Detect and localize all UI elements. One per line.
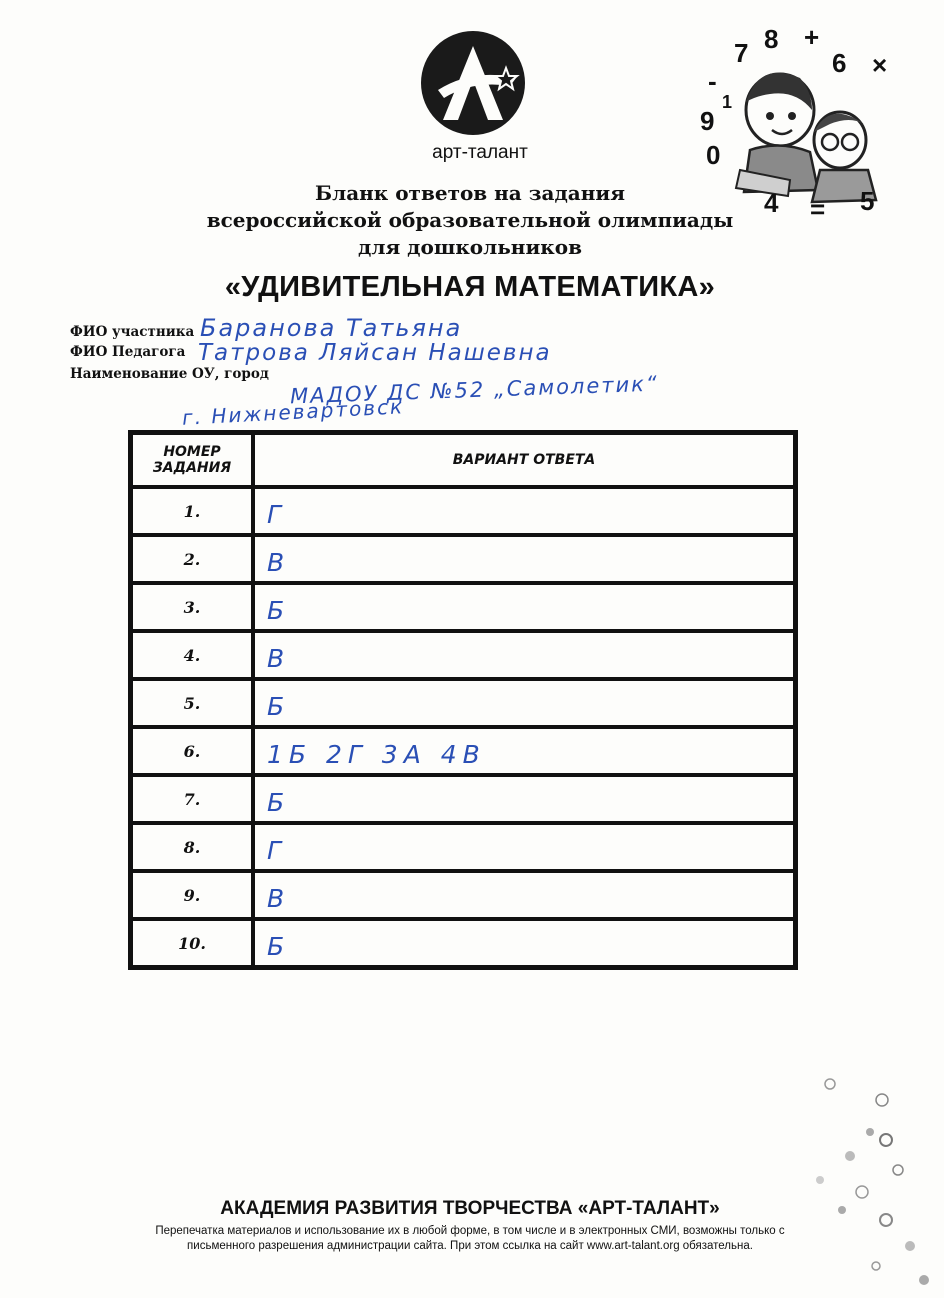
- answer-value: Б: [267, 595, 291, 625]
- answer-column-header: ВАРИАНТ ОТВЕТА: [253, 433, 795, 487]
- table-header-row: [131, 433, 795, 487]
- title-line-3: для дошкольников: [358, 235, 582, 259]
- title-line-1: Бланк ответов на задания: [315, 181, 625, 205]
- footer-copyright-note: [105, 1224, 835, 1254]
- decor-number: 5: [860, 186, 875, 216]
- school-value: МАДОУ ДС №52 „Самолетик“: [289, 371, 660, 409]
- task-number: 4.: [131, 631, 253, 679]
- city-value: г. Нижневартовск: [181, 394, 405, 430]
- task-number: 2.: [131, 535, 253, 583]
- task-number: 5.: [131, 679, 253, 727]
- olympiad-name: «УДИВИТЕЛЬНАЯ МАТЕМАТИКА»: [224, 271, 716, 303]
- footer-note-line1: Перепечатка материалов и использование их в любой форме, в том числе и в электронных СМИ, возможны только с: [155, 1225, 785, 1237]
- decor-times: ×: [872, 50, 888, 80]
- answer-value: Б: [267, 691, 291, 721]
- decor-plus: +: [804, 22, 820, 52]
- table-row: [131, 823, 795, 871]
- participant-info: [70, 314, 850, 432]
- answer-value: Г: [267, 835, 287, 865]
- decor-number: 7: [734, 38, 749, 68]
- table-row: [131, 775, 795, 823]
- task-number: 10.: [131, 919, 253, 967]
- answer-cell: [253, 775, 795, 823]
- brand-name: арт-талант: [432, 142, 528, 163]
- art-talant-logo: [418, 28, 528, 138]
- answer-value: В: [267, 883, 291, 913]
- scan-speckles: [790, 1070, 940, 1290]
- decor-number: 8: [764, 24, 779, 54]
- answer-value: 1Б 2Г 3А 4В: [267, 739, 486, 769]
- table-row: [131, 727, 795, 775]
- table-row: [131, 871, 795, 919]
- form-title-block: [150, 180, 790, 307]
- participant-label: ФИО участника: [70, 324, 195, 340]
- number-header-line2: ЗАДАНИЯ: [152, 460, 232, 476]
- answer-cell: [253, 535, 795, 583]
- table-row: [131, 487, 795, 535]
- decor-number: 4: [764, 188, 779, 218]
- answers-table: [128, 430, 798, 970]
- decor-number: 9: [700, 106, 715, 136]
- answer-cell: [253, 583, 795, 631]
- number-header-line1: НОМЕР: [163, 444, 221, 460]
- answer-value: Б: [267, 787, 291, 817]
- footer-academy-name: АКАДЕМИЯ РАЗВИТИЯ ТВОРЧЕСТВА «АРТ-ТАЛАНТ»: [220, 1198, 720, 1219]
- answer-cell: [253, 727, 795, 775]
- answer-value: Б: [267, 931, 291, 961]
- table-row: [131, 583, 795, 631]
- table-row: [131, 919, 795, 967]
- task-number: 3.: [131, 583, 253, 631]
- decor-minus: -: [708, 66, 717, 96]
- table-row: [131, 535, 795, 583]
- task-number: 1.: [131, 487, 253, 535]
- decor-equals: =: [810, 194, 826, 224]
- answer-cell: [253, 679, 795, 727]
- school-label: Наименование ОУ, город: [70, 366, 269, 382]
- footer-note-line2: письменного разрешения администрации сайта. При этом ссылка на сайт www.art-talant.org обязательна.: [187, 1240, 753, 1252]
- teacher-value: Татрова Ляйсан Нашевна: [198, 340, 552, 366]
- title-line-2: всероссийской образовательной олимпиады: [206, 208, 734, 232]
- answer-value: В: [267, 547, 291, 577]
- decor-number: 0: [706, 140, 721, 170]
- table-row: [131, 679, 795, 727]
- task-number: 6.: [131, 727, 253, 775]
- answer-cell: [253, 631, 795, 679]
- task-number: 9.: [131, 871, 253, 919]
- teacher-label: ФИО Педагога: [70, 344, 186, 360]
- decor-number: 1: [722, 92, 733, 112]
- answer-cell: [253, 919, 795, 967]
- number-column-header: [131, 433, 253, 487]
- answer-cell: [253, 487, 795, 535]
- answer-value: В: [267, 643, 291, 673]
- decor-number: 6: [832, 48, 847, 78]
- task-number: 8.: [131, 823, 253, 871]
- participant-value: Баранова Татьяна: [200, 314, 463, 342]
- answer-cell: [253, 871, 795, 919]
- answer-value: Г: [267, 499, 287, 529]
- task-number: 7.: [131, 775, 253, 823]
- answer-cell: [253, 823, 795, 871]
- table-row: [131, 631, 795, 679]
